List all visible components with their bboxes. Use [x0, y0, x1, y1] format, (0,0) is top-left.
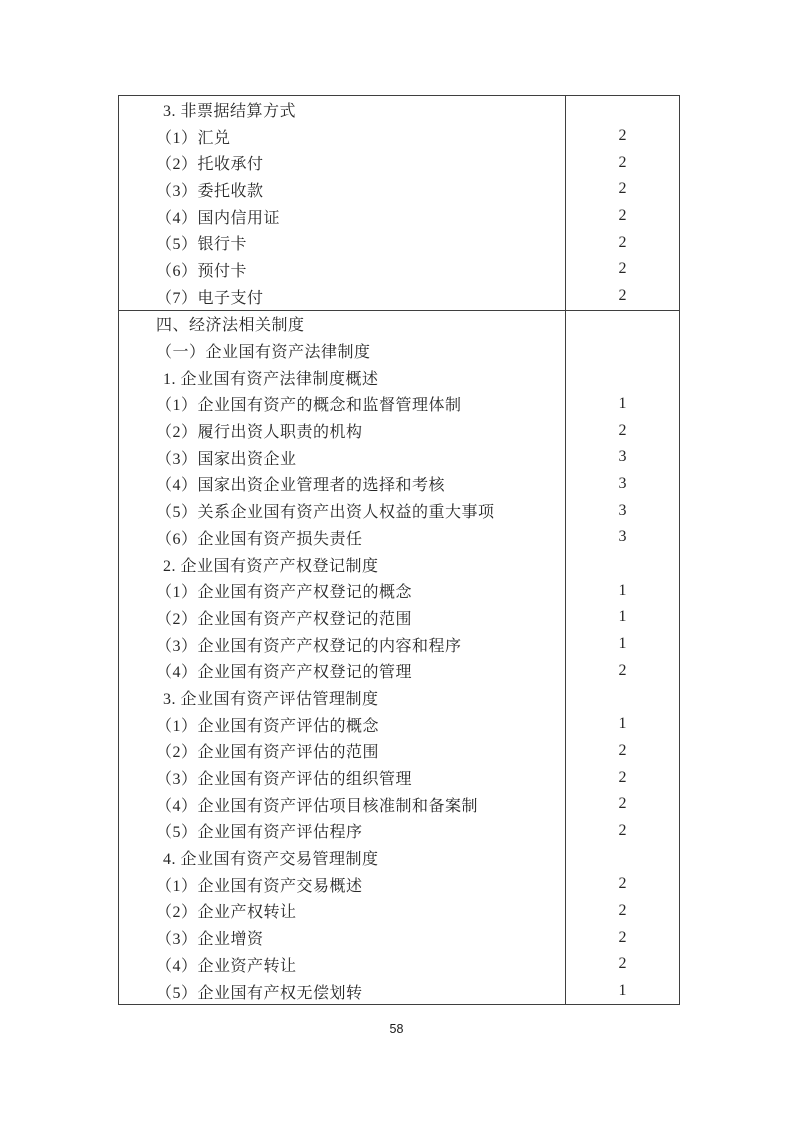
table-row — [119, 738, 679, 765]
topic-label: （2）企业国有资产产权登记的范围 — [156, 610, 413, 628]
table-row — [119, 604, 679, 631]
table-row — [119, 444, 679, 471]
level-value: 2 — [565, 283, 679, 310]
table-row — [119, 791, 679, 818]
level-value — [565, 844, 679, 871]
level-value: 3 — [565, 497, 679, 524]
topic-label: （1）企业国有资产产权登记的概念 — [156, 584, 413, 602]
topic-label: （2）托收承付 — [156, 156, 264, 174]
topic-label: 3. 非票据结算方式 — [163, 102, 297, 120]
topic-label: （5）银行卡 — [156, 236, 248, 254]
table-row — [119, 391, 679, 418]
table-row — [119, 229, 679, 256]
topic-label: （3）企业增资 — [156, 931, 264, 949]
topic-label: （4）国家出资企业管理者的选择和考核 — [156, 477, 446, 495]
level-value: 1 — [565, 711, 679, 738]
topic-label: 1. 企业国有资产法律制度概述 — [163, 370, 379, 388]
level-value: 3 — [565, 444, 679, 471]
page-number: 58 — [389, 1022, 404, 1036]
table-row — [119, 203, 679, 230]
topic-label: 4. 企业国有资产交易管理制度 — [163, 851, 379, 869]
level-value: 1 — [565, 604, 679, 631]
level-value: 2 — [565, 738, 679, 765]
table-row — [119, 176, 679, 203]
table-row — [119, 978, 679, 1005]
table-row — [119, 96, 679, 123]
table-row — [119, 657, 679, 684]
topic-label: （6）预付卡 — [156, 262, 248, 280]
table-row — [119, 364, 679, 391]
level-value: 3 — [565, 471, 679, 498]
table-row — [119, 417, 679, 444]
table-row — [119, 149, 679, 176]
table-row — [119, 524, 679, 551]
level-value: 1 — [565, 577, 679, 604]
level-value: 2 — [565, 229, 679, 256]
table-row — [119, 471, 679, 498]
level-value: 2 — [565, 657, 679, 684]
topic-label: （6）企业国有资产损失责任 — [156, 530, 363, 548]
topic-label: （4）企业国有资产产权登记的管理 — [156, 664, 413, 682]
table-row — [119, 123, 679, 150]
table-row — [119, 951, 679, 978]
level-value: 1 — [565, 391, 679, 418]
level-value — [565, 311, 679, 338]
table-row — [119, 551, 679, 578]
table-row — [119, 577, 679, 604]
level-value: 2 — [565, 898, 679, 925]
topic-label: （3）国家出资企业 — [156, 450, 297, 468]
table-row — [119, 764, 679, 791]
level-value: 1 — [565, 631, 679, 658]
topic-label: 2. 企业国有资产产权登记制度 — [163, 557, 379, 575]
table-row — [119, 871, 679, 898]
table-row — [119, 898, 679, 925]
level-value — [565, 684, 679, 711]
level-value: 2 — [565, 951, 679, 978]
table-row — [119, 311, 679, 338]
topic-label: （7）电子支付 — [156, 289, 264, 307]
topic-label: （5）企业国有资产评估程序 — [156, 824, 363, 842]
topic-label: （2）企业产权转让 — [156, 904, 297, 922]
table-row — [119, 844, 679, 871]
table-row — [119, 924, 679, 951]
table-row — [119, 818, 679, 845]
level-value: 3 — [565, 524, 679, 551]
level-value — [565, 364, 679, 391]
table-row — [119, 631, 679, 658]
topic-label: （1）企业国有资产交易概述 — [156, 877, 363, 895]
topic-label: （4）企业资产转让 — [156, 957, 297, 975]
level-value — [565, 551, 679, 578]
table-row — [119, 283, 679, 310]
topic-label: 3. 企业国有资产评估管理制度 — [163, 690, 379, 708]
topic-label: （1）企业国有资产的概念和监督管理体制 — [156, 397, 462, 415]
table-row — [119, 684, 679, 711]
level-value: 2 — [565, 176, 679, 203]
level-value: 2 — [565, 764, 679, 791]
topic-label: （3）企业国有资产评估的组织管理 — [156, 771, 413, 789]
table-row — [119, 497, 679, 524]
level-value: 2 — [565, 818, 679, 845]
level-value: 2 — [565, 924, 679, 951]
level-value: 2 — [565, 871, 679, 898]
table-block — [119, 311, 679, 1005]
table-row — [119, 337, 679, 364]
table-block — [119, 96, 679, 311]
topic-label: 四、经济法相关制度 — [156, 317, 305, 335]
level-value: 1 — [565, 978, 679, 1005]
topic-label: （1）汇兑 — [156, 129, 231, 147]
level-value: 2 — [565, 203, 679, 230]
topic-label: （3）企业国有资产产权登记的内容和程序 — [156, 637, 462, 655]
topic-label: （3）委托收款 — [156, 182, 264, 200]
table-row — [119, 256, 679, 283]
topic-label: （4）企业国有资产评估项目核准制和备案制 — [156, 797, 479, 815]
level-value: 2 — [565, 123, 679, 150]
level-value: 2 — [565, 791, 679, 818]
topic-label: （5）企业国有产权无偿划转 — [156, 984, 363, 1002]
topic-label: （2）企业国有资产评估的范围 — [156, 744, 380, 762]
level-value: 2 — [565, 256, 679, 283]
topic-label: （2）履行出资人职责的机构 — [156, 424, 363, 442]
level-value: 2 — [565, 149, 679, 176]
level-value — [565, 96, 679, 123]
table-row — [119, 711, 679, 738]
level-value — [565, 337, 679, 364]
topic-label: （4）国内信用证 — [156, 209, 281, 227]
level-value: 2 — [565, 417, 679, 444]
syllabus-table — [118, 95, 680, 1005]
topic-label: （5）关系企业国有资产出资人权益的重大事项 — [156, 504, 495, 522]
topic-label: （一）企业国有资产法律制度 — [156, 344, 371, 362]
topic-label: （1）企业国有资产评估的概念 — [156, 717, 380, 735]
